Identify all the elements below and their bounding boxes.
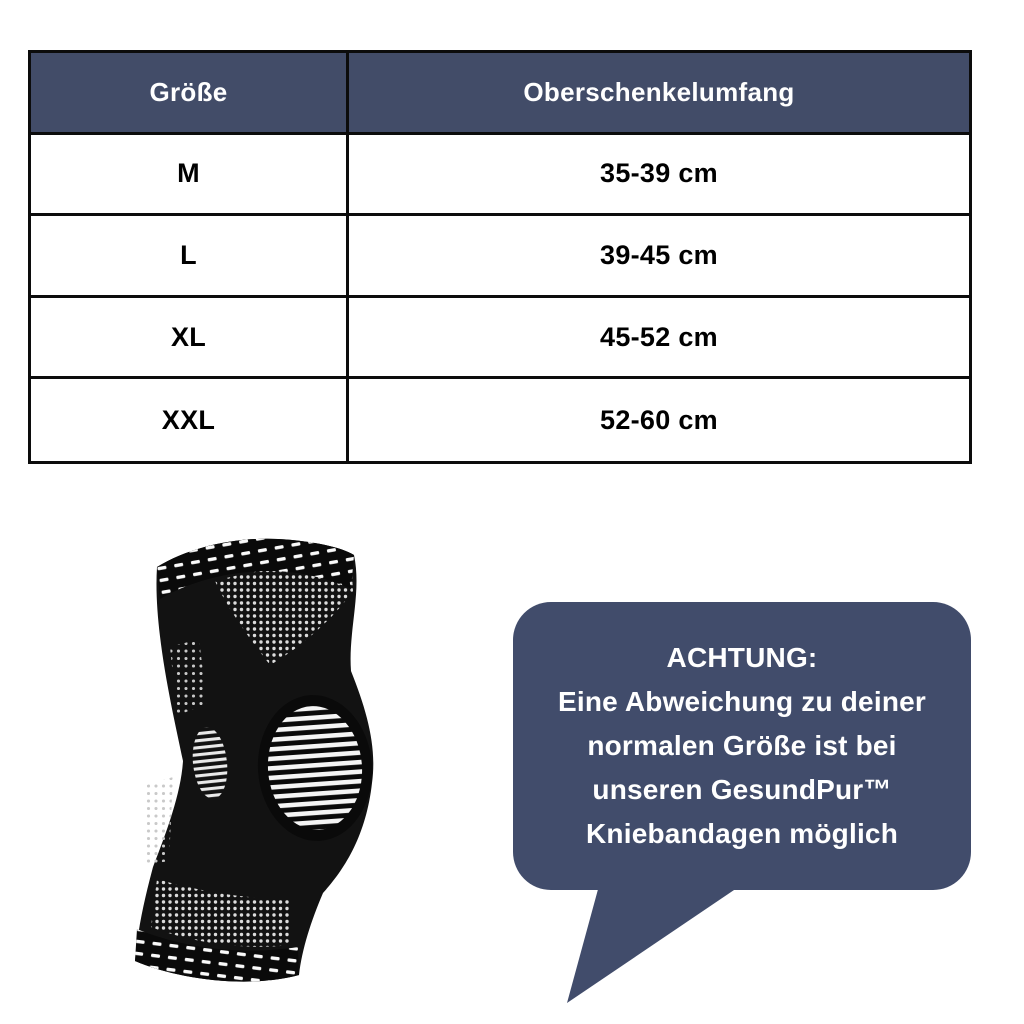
table-row-m-size: M	[31, 135, 349, 217]
callout-title: ACHTUNG:	[666, 642, 818, 673]
table-row-xl-size: XL	[31, 298, 349, 380]
size-table-header-umfang: Oberschenkelumfang	[349, 53, 969, 135]
size-table	[28, 50, 972, 464]
callout-line-3: unseren GesundPur™	[592, 774, 892, 805]
table-row-xxl-range: 52-60 cm	[600, 404, 718, 435]
table-row-m-range: 35-39 cm	[349, 135, 969, 217]
callout-line-4: Kniebandagen möglich	[585, 818, 899, 849]
table-row-xxl-size: XXL	[31, 379, 349, 461]
speech-bubble-tail	[555, 872, 745, 1012]
knit-texture-mid-left	[145, 777, 173, 865]
table-row-l-range: 39-45 cm	[349, 216, 969, 298]
size-table-header-groesse: Größe	[31, 53, 349, 135]
speech-bubble	[513, 602, 971, 890]
knee-brace-photo	[115, 535, 495, 1015]
callout-line-1: Eine Abweichung zu deiner	[557, 686, 926, 717]
table-row-l-size: L	[31, 216, 349, 298]
knee-brace-illustration	[115, 535, 495, 1015]
table-row-xl-range: 45-52 cm	[349, 298, 969, 380]
callout-line-2: normalen Größe ist bei	[587, 730, 897, 761]
